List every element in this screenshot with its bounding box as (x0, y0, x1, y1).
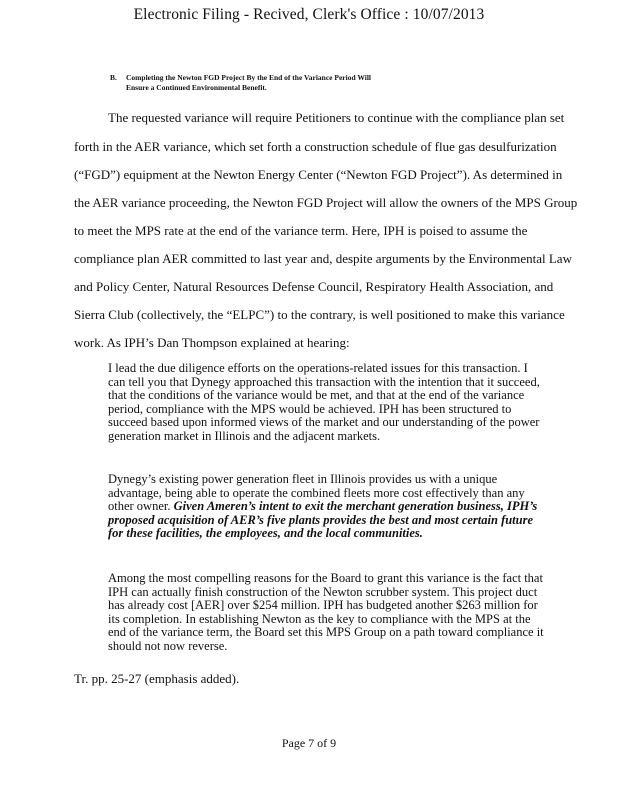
body-line-5: to meet the MPS rate at the end of the variance term. Here, IPH is poised to assume the (74, 223, 528, 238)
body-line-6: compliance plan AER committed to last year and, despite arguments by the Environmental Law (74, 251, 572, 266)
body-line-3: (“FGD”) equipment at the Newton Energy Center (“Newton FGD Project”). As determined in (74, 167, 563, 182)
section-label: B. (110, 73, 117, 82)
quote-paragraph-3: Among the most compelling reasons for the Board to grant this variance is the fact that IPH can actually finish construction of the Newton scrubber system. This project duct has already cost [AER] over $254 million. IPH has budgeted another $263 million for its completion. In establishing Newton as the key to compliance with the MPS at the end of the variance term, the Board set this MPS Group on a path toward compliance it should not now reverse. (108, 571, 544, 653)
body-line-8: Sierra Club (collectively, the “ELPC”) to the contrary, is well positioned to make this variance (74, 307, 565, 322)
quote-paragraph-2-emphasis: Given Ameren’s intent to exit the merchant generation business, IPH’s proposed acquisition of AER’s five plants provides the best and most certain future for these facilities, the employees, and the local communities. (108, 499, 538, 541)
body-line-9: work. As IPH’s Dan Thompson explained at hearing: (74, 335, 350, 350)
section-title-line1: Completing the Newton FGD Project By the End of the Variance Period Will (126, 73, 371, 82)
quote-paragraph-2 (108, 473, 548, 541)
section-title-line2: Ensure a Continued Environmental Benefit. (126, 83, 267, 92)
filing-header: Electronic Filing - Recived, Clerk's Office : 10/07/2013 (133, 6, 485, 23)
body-line-4: the AER variance proceeding, the Newton FGD Project will allow the owners of the MPS Group (74, 195, 578, 210)
section-heading (110, 73, 430, 93)
body-line-2: forth in the AER variance, which set forth a construction schedule of flue gas desulfurization (74, 139, 557, 154)
body-line-1: The requested variance will require Petitioners to continue with the compliance plan set (108, 110, 565, 125)
block-quote-2 (108, 473, 548, 541)
block-quote-3 (108, 572, 548, 654)
citation: Tr. pp. 25-27 (emphasis added). (74, 671, 240, 686)
page-number: Page 7 of 9 (281, 736, 337, 750)
block-quote (108, 362, 548, 444)
quote-paragraph-2-plain: Dynegy’s existing power generation fleet in Illinois provides us with a unique advantage, being able to operate the combined fleets more cost effectively than any other owner. (108, 472, 525, 514)
quote-paragraph-1: I lead the due diligence efforts on the operations-related issues for this transaction. I can tell you that Dynegy approached this transaction with the intention that it succeed, that the conditions of the variance would be met, and that at the end of the variance period, compliance with the MPS would be achieved. IPH has been structured to succeed based upon informed views of the market and our understanding of the power generation market in Illinois and the adjacent markets. (108, 361, 540, 443)
body-line-7: and Policy Center, Natural Resources Defense Council, Respiratory Health Association, and (74, 279, 554, 294)
